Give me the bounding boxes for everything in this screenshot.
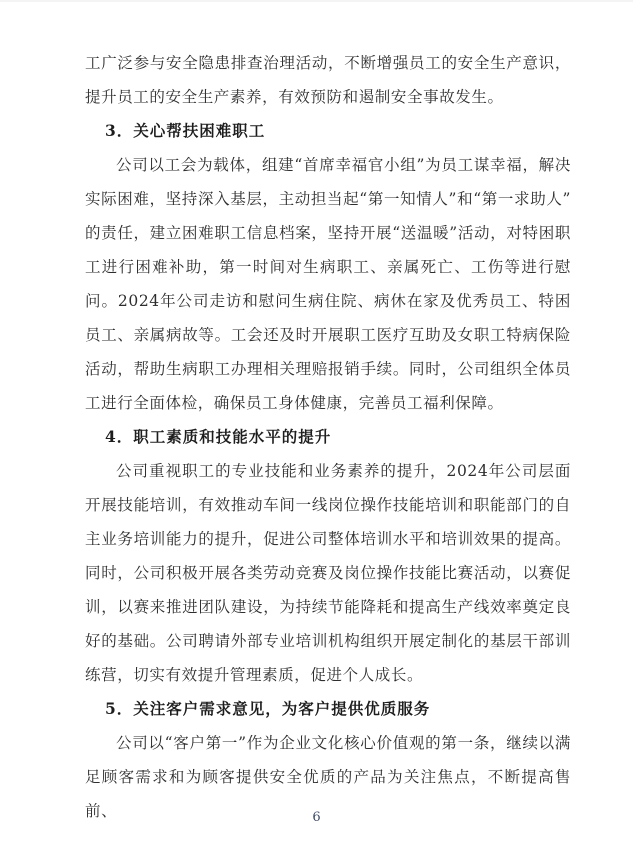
paragraph-safety-continued: 工广泛参与安全隐患排查治理活动，不断增强员工的安全生产意识，提升员工的安全生产素养，有效预防和遏制安全事故发生。 (85, 54, 571, 106)
paragraph-union-support: 公司以工会为载体，组建“首席幸福官小组”为员工谋幸福，解决实际困难，坚持深入基层，主动担当起“第一知情人”和“第一求助人”的责任，建立困难职工信息档案，坚持开展“送温暖”活动，对特困职工进行困难补助，第一时间对生病职工、亲属死亡、工伤等进行慰问。2024年公司走访和慰问生病住院、病休在家及优秀员工、特困员工、亲属病故等。工会还及时开展职工医疗互助及女职工特病保险活动，帮助生病职工办理相关理赔报销手续。同时，公司组织全体员工进行全面体检，确保员工身体健康，完善员工福利保障。 (85, 156, 571, 412)
paragraph-training-programs: 公司重视职工的专业技能和业务素养的提升，2024年公司层面开展技能培训，有效推动车间一线岗位操作技能培训和职能部门的自主业务培训能力的提升，促进公司整体培训水平和培训效果的提高。同时，公司积极开展各类劳动竞赛及岗位操作技能比赛活动，以赛促训，以赛来推进团队建设，为持续节能降耗和提高生产线效率奠定良好的基础。公司聘请外部专业培训机构组织开展定制化的基层干部训练营，切实有效提升管理素质，促进个人成长。 (85, 462, 571, 684)
section-heading-3-care-for-employees: 3．关心帮扶困难职工 (105, 121, 266, 140)
section-heading-4-skill-improvement: 4．职工素质和技能水平的提升 (105, 427, 332, 446)
page-number: 6 (312, 810, 321, 825)
paragraph-customer-first: 公司以“客户第一”作为企业文化核心价值观的第一条，继续以满足顾客需求和为顾客提供安全优质的产品为关注焦点，不断提高售前、 (85, 734, 571, 820)
section-heading-5-customer-service: 5．关注客户需求意见，为客户提供优质服务 (105, 699, 431, 718)
